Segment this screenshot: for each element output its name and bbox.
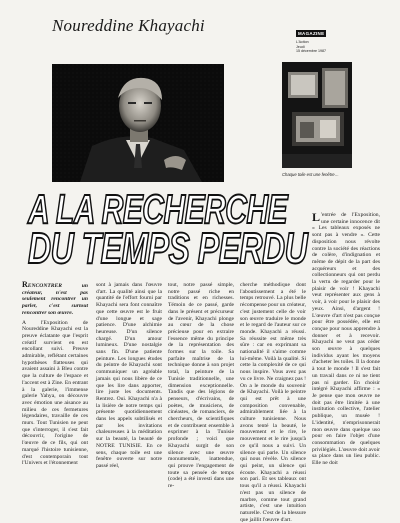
column-5-text: 'entrée de l'Exposition, une certaine innocence dit « Les tableaux exposés ne sont pas à vendre ». Cette disposition nous révolte contre la société des réactions de colère, d'indignation et même de dépit de la part des acquéreurs et des collectionneurs qui ont perdu la vertu de regarder pour le plaisir de voir ! Khayachi veut représenter aux gens à voir, à voir pour le plaisir des yeux. Ainsi, d'argent ! L'œuvre d'art n'est pas conçue pour être possédée, elle est conçue pour nous apprendre à donner et à recevoir. Khayachi ne veut pas céder son œuvre à quelques individus ayant les moyens d'acheter les toiles. Il la donne à tout le monde ! Il s'est fait un travail dans ce ni ne tient pas ni garder. En choisir intégré Khayachi affirme : « Je pense que mon œuvre ne doit pas être limitée à une institution collective, l'atelier publique, un musée ! L'identité, n'emprisonnerait mon œuvre dans quelque uso pour en faire l'objet d'une consommation de quelques privilégiés. L'œuvre doit avoir sa place dans un lieu public. Elle ne doit	[312, 212, 380, 467]
article-column-4	[240, 282, 306, 523]
photo-caption: Chaque toile est une fenêtre…	[282, 172, 339, 177]
drop-cap: R	[22, 280, 28, 289]
column-2-text: sont à jamais dans l'œuvre d'art. La qualité ainsi que la quantité de l'effort fourni par Khayachi sera font connaître que cette œuvre est le fruit d'une longue et sage patience. D'une alchimie heureuse. D'un silence chargé. D'un amour lumineux. D'une nostalgie sans fin. D'une patiente peinture. Les longues études du peintre de Khayachi sont communiquer un agréable jamais qui nous libère de ce que les lire dans apporter, lire juste les documents. Rentrez. Oui. Khayachi n'a à la lisière de notre temps qui présente quotidiennement dans les appels subtilisés et par les invitations chaleureuses à la méditation sur la beauté, la beauté de NOTRE TUNISIE. En ce sens, chaque toile est une fenêtre ouverte sur notre passé réel,	[96, 282, 162, 469]
lead-text: ENCONTRER un créateur, n'est pas seulement rencontrer un parler, c'est surtout rencontrer son œuvre.	[22, 283, 88, 316]
article-column-5	[312, 212, 380, 490]
article-column-1	[22, 282, 88, 490]
section-tag: MAGAZINE	[298, 31, 325, 36]
column-1-text: A l'Exposition de Noureddine Khayachi est la preuve éclatante que l'esprit créatif survient en est encollant suivi. Preuve admirable, reflétant certaines hypothèses flatteuses qui avaient assaini à Bleu contre que la culture de l'espace et l'accent est à Zine. En entrant à la galerie, l'immense galerie Yahya, on découvre avec émotion une aisance au milieu de ces fermetures légendaires, travaille de ces murs. Tout Tunisien ne peut que s'interroger, il s'est fait découvrir, l'origine de l'œuvre de ce fils, qui ont marqué l'histoire tunisienne, d'est contemporain tout l'Univers et l'étonnement	[22, 319, 88, 467]
section-tag-block	[296, 22, 352, 54]
headline-line-2: DU TEMPS PERDU	[28, 224, 308, 273]
portrait-photo-drawing	[52, 64, 224, 182]
gallery-photo	[282, 62, 352, 168]
column-5-paragraph	[312, 212, 380, 467]
drop-cap-l: L	[312, 210, 321, 224]
headline-line-1: A LA RECHERCHE	[28, 188, 288, 233]
tag-line-paper: L'Action	[296, 40, 309, 44]
column-4-text: cherche méthodique dont l'aboutissement a été le temps retrouvé. La plus belle récompense pour un créateur, c'est justement celle de voir son œuvre traduire le monde et le regard de l'auteur sur ce monde. Khayachi a réussi. Sa réussite est même très sûre : car en exprimant sa nationalité il s'aime comme lui-même. Voilà la qualité. Si cette la complexité de ce qui nous inspire. Vous avez pas vu ce livre. Ne craignez pas ! On a le monde du souvenir de Khayachi. Voilà le peintre qui est prêt à une composition convenable, admirablement liée à la culture tunisienne. Nous avons tenté la beauté, le mouvement et le rire, le mouvement et le rire jusqu'à ce qu'il nous a suivi. Un silence qui parle. Un silence qui nous révèle. Un silence qui peint, un silence qui écoute. Khayachi a réussi son pari. Et ses tableaux ont tous qu'il a réussi. Khayachi n'est pas un silence de marbre, comme tout grand artiste, c'est une intuition naturelle. C'est de la blessure que jaillit l'œuvre d'art.	[240, 282, 306, 523]
column-3-text: tout, notre passé simple, notre passé riche en traditions et en richesses. Témoin de ce passé, garde dans le présent et précurseur de l'avenir, Khayachi plonge au cœur de la chose précieuse pour en extraire l'essence même du principe de la représentation des formes sur la toile. Sa parfaite maîtrise de la technique donne à son projet total, la peinture de la Tunisie traditionnelle, une dimension exceptionnelle. Tandis que des légions de penseurs, d'écrivains, de poètes, de musiciens, de cinéastes, de romanciers, de chercheurs, de scientifiques et de contribuent ensemble à exprimer à la Tunisie profonde ; voici que Khayachi surgit de son silence avec une œuvre monumentale, inattendue, qui prouve l'engagement de toute sa pensée de temps (code) a été investi dans une re-	[168, 282, 234, 490]
gallery-photo-drawing	[282, 62, 352, 168]
portrait-photo	[52, 64, 224, 182]
author-name: Noureddine Khayachi	[52, 16, 205, 35]
article-column-3	[168, 282, 234, 490]
article-column-2	[96, 282, 162, 490]
tag-line-date: 15 décembre 1987	[296, 49, 326, 53]
lead-paragraph	[22, 282, 88, 317]
tag-line-day: Jeudi	[296, 44, 305, 49]
